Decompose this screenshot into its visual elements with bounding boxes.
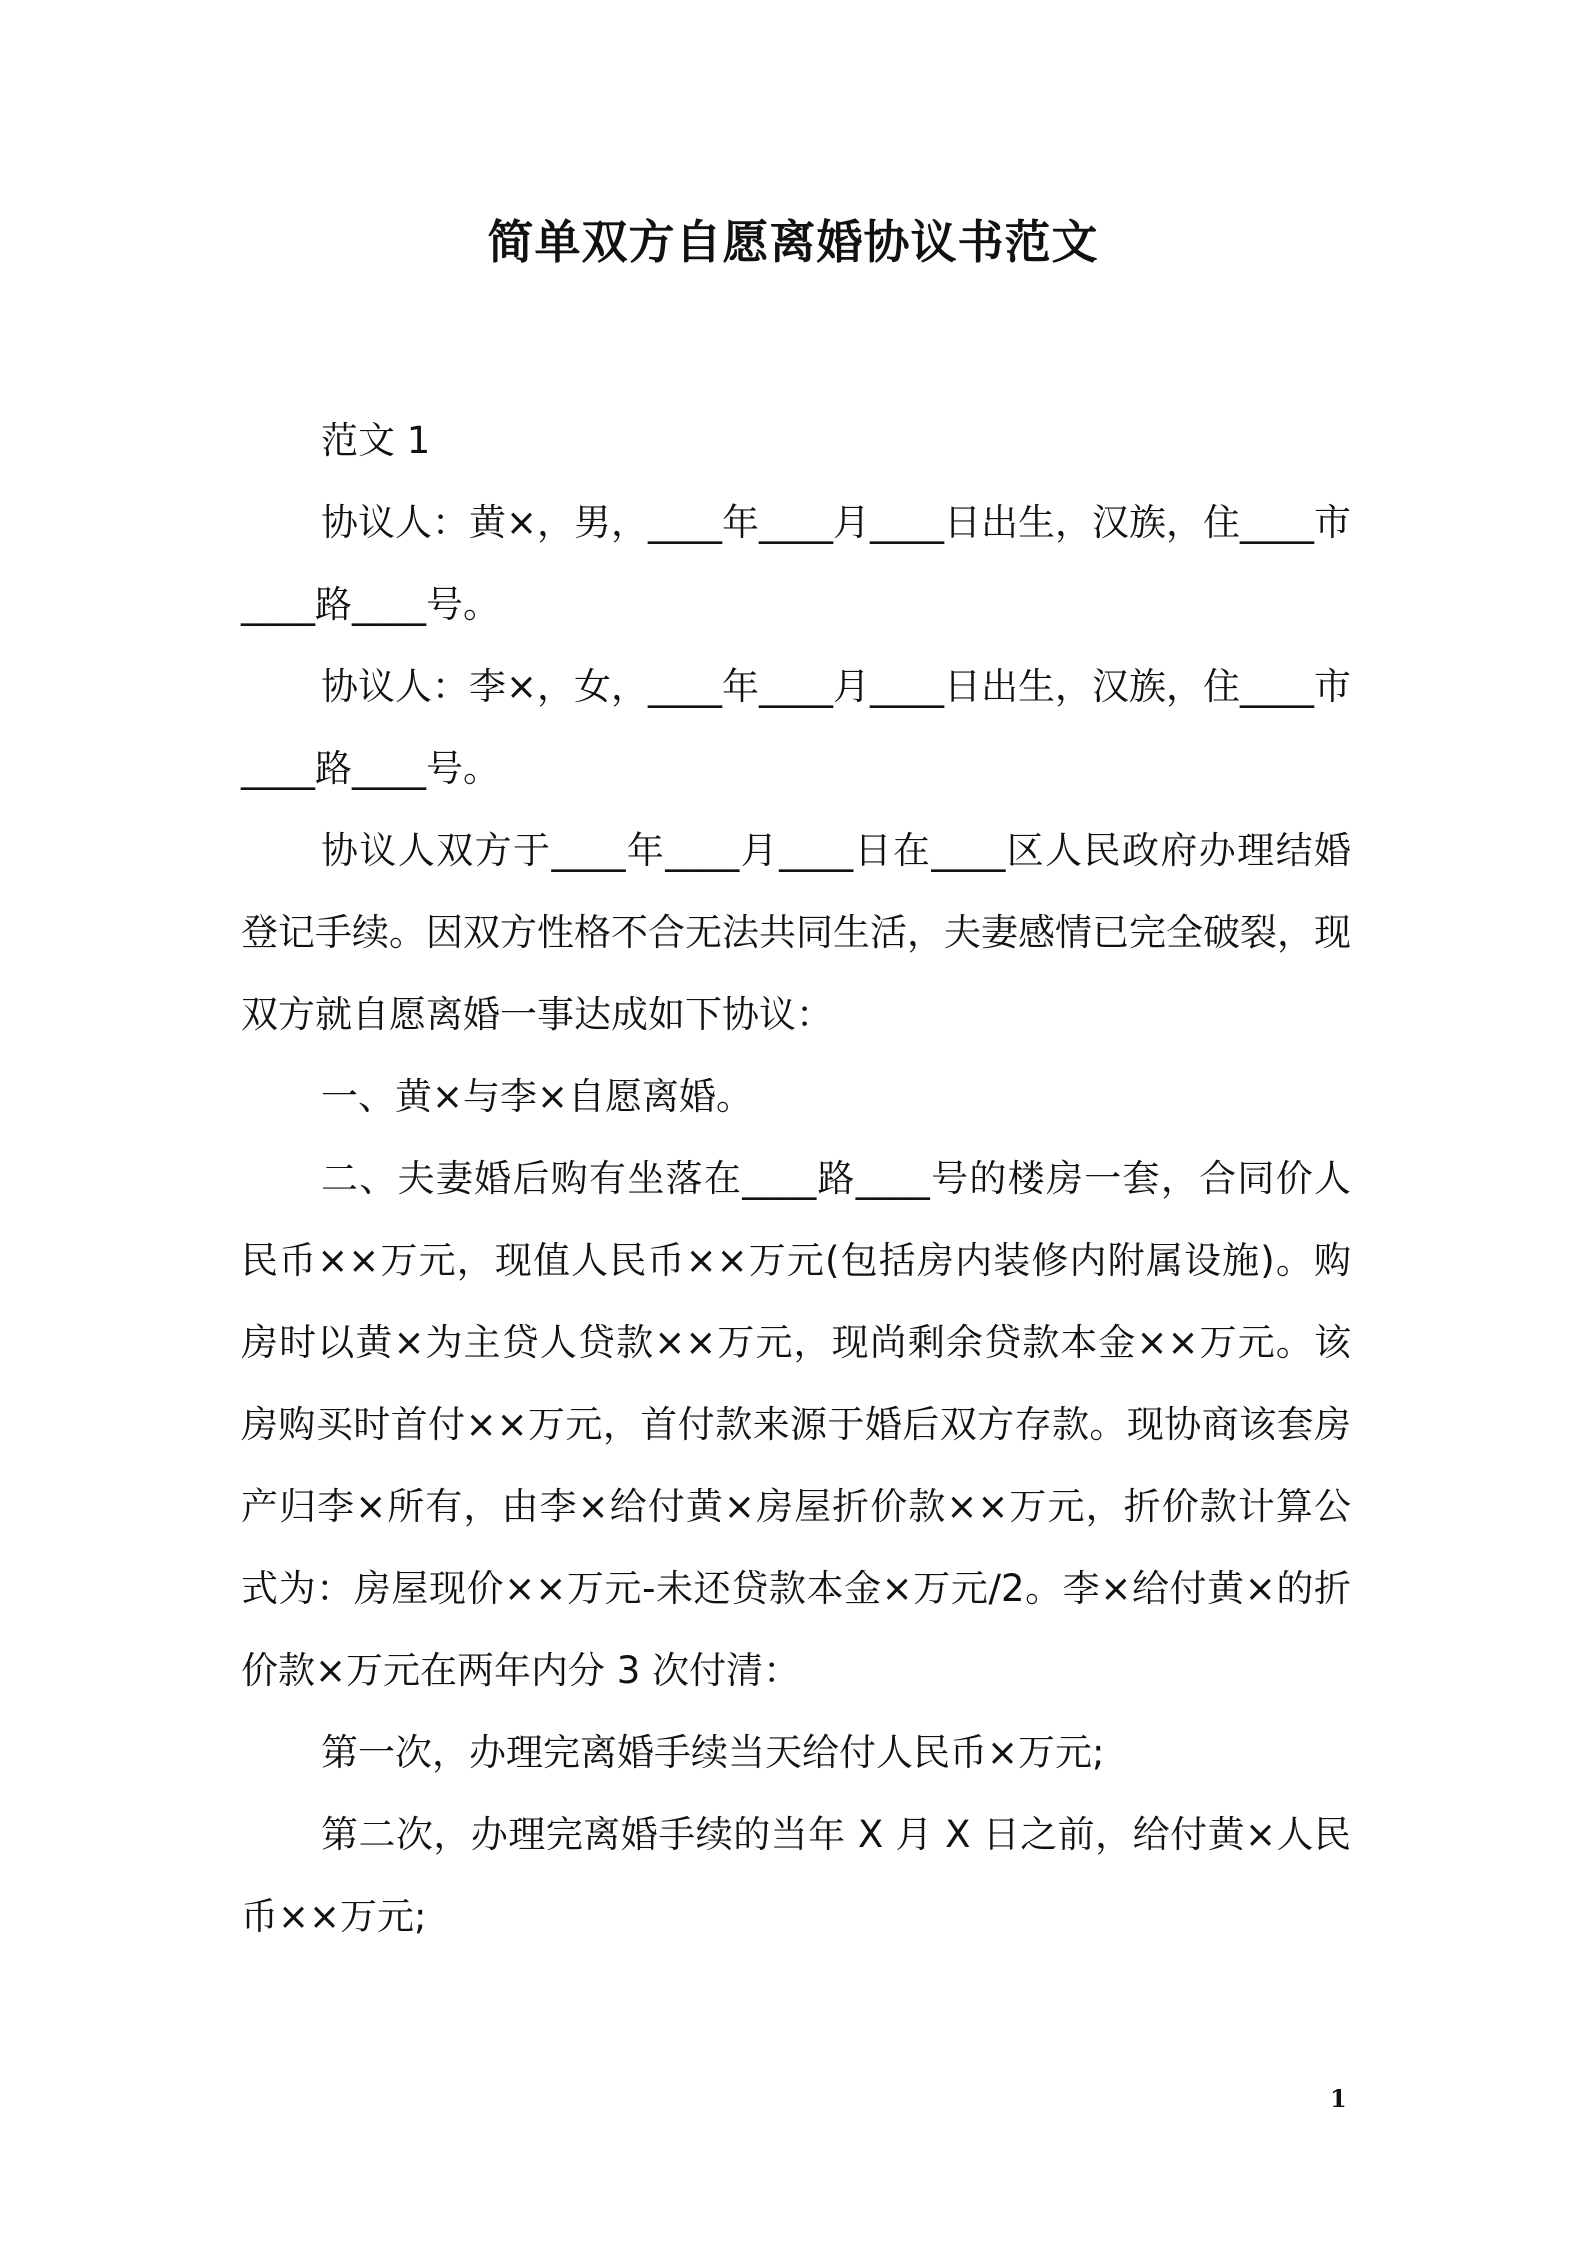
paragraph-first-payment: 第一次，办理完离婚手续当天给付人民币×万元; <box>321 1731 1105 1774</box>
paragraph-clause-one: 一、黄×与李×自愿离婚。 <box>321 1075 754 1118</box>
document-body <box>241 400 1351 1958</box>
page-number: 1 <box>1330 2084 1347 2113</box>
document-title: 简单双方自愿离婚协议书范文 <box>487 215 1099 269</box>
paragraph-second-payment: 第二次，办理完离婚手续的当年 X 月 X 日之前，给付黄×人民币××万元; <box>241 1813 1351 1938</box>
paragraph-marriage-background: 协议人双方于____年____月____日在____区人民政府办理结婚登记手续。因双方性格不合无法共同生活，夫妻感情已完全破裂，现双方就自愿离婚一事达成如下协议： <box>241 829 1351 1036</box>
paragraph-sample-label: 范文 1 <box>321 419 431 462</box>
paragraph-clause-two: 二、夫妻婚后购有坐落在____路____号的楼房一套，合同价人民币××万元，现值人民币××万元(包括房内装修内附属设施)。购房时以黄×为主贷人贷款××万元，现尚剩余贷款本金××万元。该房购买时首付××万元，首付款来源于婚后双方存款。现协商该套房产归李×所有，由李×给付黄×房屋折价款××万元，折价款计算公式为：房屋现价××万元-未还贷款本金×万元/2。李×给付黄×的折价款×万元在两年内分 3 次付清： <box>241 1157 1351 1692</box>
paragraph-party-huang: 协议人：黄×，男，____年____月____日出生，汉族，住____市____路____号。 <box>241 501 1352 626</box>
paragraph-party-li: 协议人：李×，女，____年____月____日出生，汉族，住____市____路____号。 <box>241 665 1352 790</box>
